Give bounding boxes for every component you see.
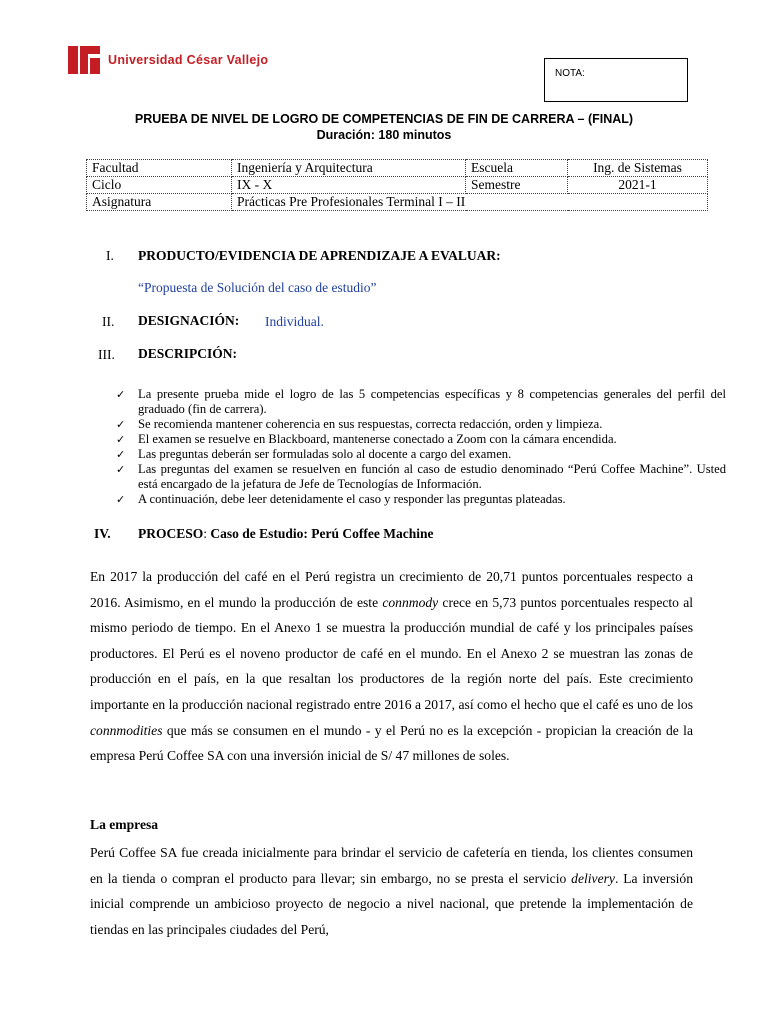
grade-box: [544, 58, 688, 102]
section-3-number: III.: [98, 347, 115, 362]
university-name: Universidad César Vallejo: [108, 53, 269, 67]
table-row: [87, 194, 708, 211]
list-item: [116, 447, 726, 462]
ucv-emblem-icon: [66, 42, 102, 78]
asignatura-label: Asignatura: [87, 194, 232, 211]
paragraph-text: En 2017 la producción del café en el Perú registra un crecimiento de 20,71 puntos porcentuales respecto a 2016. Asimismo, en el mundo la producción de este: [90, 569, 693, 610]
grade-label: NOTA:: [555, 68, 585, 79]
section-3-title: DESCRIPCIÓN:: [138, 346, 238, 361]
list-item-text: Las preguntas del examen se resuelven en función al caso de estudio denominado “Perú Coffee Machine”. Usted está encargado de la jefatura de Jefe de Tecnologías de Información.: [138, 462, 726, 491]
section-4-title: PROCESO: [138, 526, 204, 541]
list-item-text: La presente prueba mide el logro de las 5 competencias específicas y 8 competencias generales del perfil del graduado (fin de carrera).: [138, 387, 726, 416]
semestre-label: Semestre: [466, 177, 568, 194]
university-logo: [66, 42, 296, 78]
list-item-text: Se recomienda mantener coherencia en sus respuestas, correcta redacción, orden y limpieza.: [138, 417, 603, 431]
case-paragraph-2: [90, 840, 693, 942]
table-row: [87, 160, 708, 177]
escuela-label: Escuela: [466, 160, 568, 177]
ciclo-label: Ciclo: [87, 177, 232, 194]
course-info-table: [86, 159, 708, 211]
facultad-label: Facultad: [87, 160, 232, 177]
paragraph-text: . La inversión inicial comprende un ambicioso proyecto de negocio a nivel nacional, que pretende la implementación de tiendas en las principales ciudades del Perú,: [90, 870, 694, 937]
list-item: [116, 492, 726, 507]
section-1-value: “Propuesta de Solución del caso de estudio”: [138, 280, 377, 295]
section-4-number: IV.: [94, 526, 111, 541]
section-2-number: II.: [102, 314, 115, 329]
semestre-value: 2021-1: [568, 177, 708, 194]
section-1-title: PRODUCTO/EVIDENCIA DE APRENDIZAJE A EVALUAR:: [138, 248, 501, 263]
ciclo-value: IX - X: [232, 177, 466, 194]
paragraph-italic: delivery: [571, 870, 615, 886]
section-2-title: DESIGNACIÓN:: [138, 313, 240, 328]
check-icon: ✓: [116, 493, 126, 506]
paragraph-text: crece en 5,73 puntos porcentuales respecto al mismo periodo de tiempo. En el Anexo 1 se muestra la producción mundial de café y los principales países productores. El Perú es el noveno productor de café en el mundo. En el Anexo 2 se muestran las zonas de producción en el país, en la que resaltan los productores de la región norte del país. Este crecimiento importante en la producción nacional registrado entre 2016 a 2017, así como el hecho que el café es uno de los: [90, 594, 694, 712]
section-2-value: Individual.: [265, 314, 324, 329]
check-icon: ✓: [116, 448, 126, 461]
paragraph-italic: connmodities: [90, 722, 163, 738]
empresa-heading: La empresa: [90, 817, 159, 832]
paragraph-text: Perú Coffee SA fue creada inicialmente para brindar el servicio de cafetería en tienda, los clientes consumen en la tienda o compran el producto para llevar; sin embargo, no se presta el servicio: [90, 845, 693, 886]
section-4-heading: PROCESO: Caso de Estudio: Perú Coffee Machine: [138, 526, 434, 541]
asignatura-value: Prácticas Pre Profesionales Terminal I – II: [232, 194, 708, 211]
section-1-number: I.: [106, 248, 114, 263]
list-item-text: Las preguntas deberán ser formuladas solo al docente a cargo del examen.: [138, 447, 512, 461]
table-row: [87, 177, 708, 194]
case-paragraph-1: [90, 564, 693, 769]
section-4-value: Caso de Estudio: Perú Coffee Machine: [210, 526, 434, 541]
check-icon: ✓: [116, 433, 126, 446]
escuela-value: Ing. de Sistemas: [568, 160, 708, 177]
check-icon: ✓: [116, 463, 126, 476]
list-item-text: A continuación, debe leer detenidamente el caso y responder las preguntas plateadas.: [138, 492, 566, 506]
exam-duration: Duración: 180 minutos: [316, 128, 452, 142]
check-icon: ✓: [116, 388, 126, 401]
paragraph-italic: connmody: [382, 594, 439, 610]
paragraph-text: que más se consumen en el mundo - y el Perú no es la excepción - propician la creación de la empresa Perú Coffee SA con una inversión inicial de S/ 47 millones de soles.: [90, 722, 693, 764]
list-item: [116, 462, 726, 492]
list-item: [116, 432, 726, 447]
list-item: [116, 417, 726, 432]
description-list: [116, 387, 726, 507]
list-item: [116, 387, 726, 417]
check-icon: ✓: [116, 418, 126, 431]
exam-title: PRUEBA DE NIVEL DE LOGRO DE COMPETENCIAS DE FIN DE CARRERA – (FINAL): [134, 112, 634, 126]
facultad-value: Ingeniería y Arquitectura: [232, 160, 466, 177]
list-item-text: El examen se resuelve en Blackboard, mantenerse conectado a Zoom con la cámara encendida.: [138, 432, 617, 446]
